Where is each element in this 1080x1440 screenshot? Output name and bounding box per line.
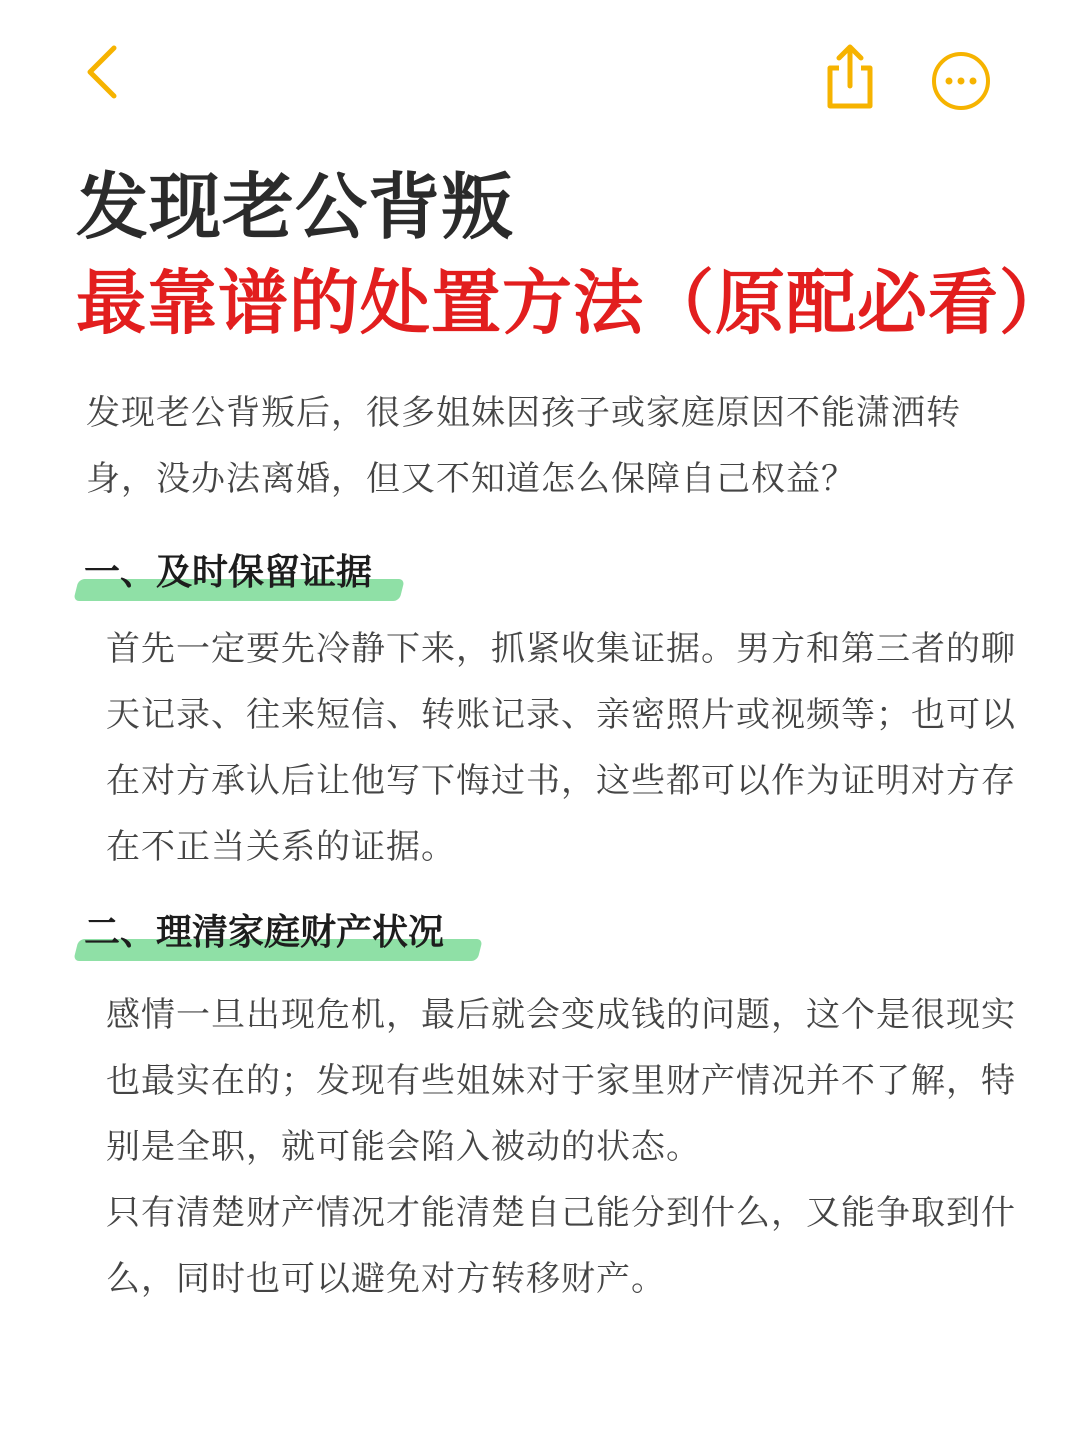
- more-icon[interactable]: [930, 50, 992, 112]
- chevron-left-icon[interactable]: [76, 40, 132, 104]
- section-heading-2: [76, 905, 486, 965]
- intro-paragraph: 发现老公背叛后，很多姐妹因孩子或家庭原因不能潇洒转身，没办法离婚，但又不知道怎么保障自己权益？: [86, 393, 961, 499]
- article-title-line1: 发现老公背叛: [76, 165, 515, 249]
- share-icon[interactable]: [820, 42, 880, 112]
- section-2-paragraph-1: 感情一旦出现危机，最后就会变成钱的问题，这个是很现实也最实在的；发现有些姐妹对于家里财产情况并不了解，特别是全职，就可能会陷入被动的状态。: [106, 995, 1016, 1167]
- section-heading-text: 一、及时保留证据: [84, 552, 373, 593]
- section-heading-1: [76, 545, 406, 605]
- section-2-paragraph-2: 只有清楚财产情况才能清楚自己能分到什么，又能争取到什么，同时也可以避免对方转移财产。: [106, 1193, 1016, 1299]
- section-heading-text: 二、理清家庭财产状况: [84, 912, 445, 953]
- top-toolbar: [0, 0, 1080, 150]
- section-1-paragraph: 首先一定要先冷静下来，抓紧收集证据。男方和第三者的聊天记录、往来短信、转账记录、亲密照片或视频等；也可以在对方承认后让他写下悔过书，这些都可以作为证明对方存在不正当关系的证据。: [106, 629, 1016, 867]
- article-title-line2: 最靠谱的处置方法（原配必看）: [76, 262, 1070, 344]
